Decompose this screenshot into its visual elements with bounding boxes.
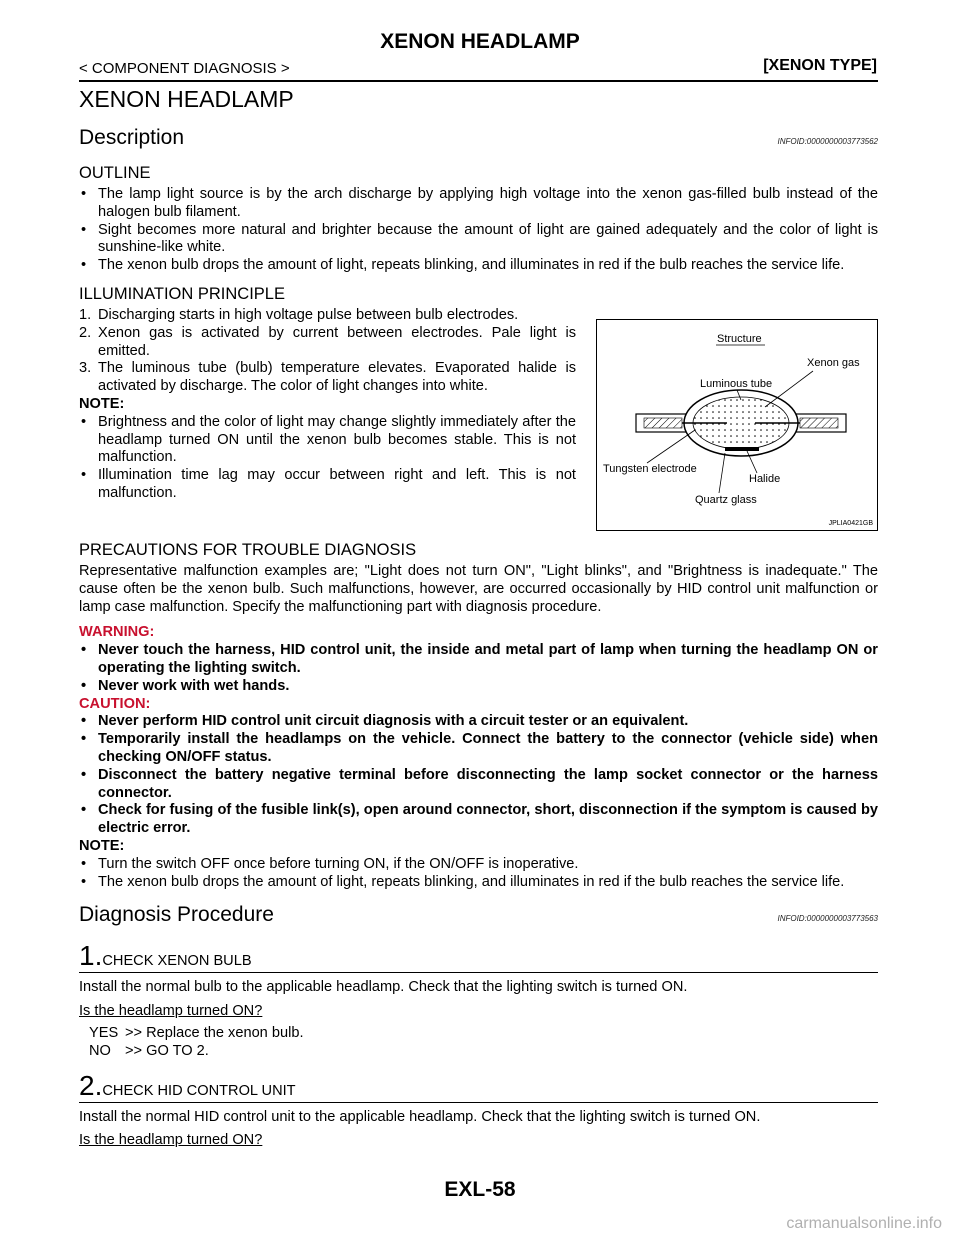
page-title: XENON HEADLAMP <box>79 86 294 112</box>
fig-xenon-gas-label: Xenon gas <box>807 356 860 369</box>
list-item: • Illumination time lag may occur between right and left. This is not malfunction. <box>79 467 576 503</box>
step-1-question: Is the headlamp turned ON? <box>79 1003 263 1020</box>
list-item: • Check for fusing of the fusible link(s), open around connector, short, disconnection if the symptom is caused by electric error. <box>79 802 878 838</box>
caution-label: CAUTION: <box>79 695 151 712</box>
page-number: EXL-58 <box>444 1178 516 1201</box>
list-item: • Temporarily install the headlamps on the vehicle. Connect the battery to the connector (vehicle side) when checking ON/OFF status. <box>79 731 878 767</box>
answer-no: NO >> GO TO 2. <box>89 1042 209 1059</box>
caution-list <box>79 713 878 838</box>
fig-halide-label: Halide <box>749 472 781 485</box>
fig-quartz-label: Quartz glass <box>695 493 757 506</box>
outline-heading: OUTLINE <box>79 164 151 182</box>
list-item: • Never perform HID control unit circuit diagnosis with a circuit tester or an equivalent. <box>79 713 878 731</box>
diagnosis-info-id: INFOID:0000000003773563 <box>777 914 878 924</box>
step-number: 1. <box>79 940 103 972</box>
list-item: • Disconnect the battery negative terminal before disconnecting the lamp socket connector or the harness connector. <box>79 767 878 803</box>
warning-list <box>79 642 878 695</box>
step-title: CHECK XENON BULB <box>102 953 252 970</box>
header-title: XENON HEADLAMP <box>380 30 580 53</box>
fig-luminous-tube-label: Luminous tube <box>700 377 773 390</box>
illumination-notes <box>79 414 576 503</box>
list-item: • Never touch the harness, HID control unit, the inside and metal part of lamp when turning the headlamp ON or operating the lighting switch. <box>79 642 878 678</box>
step-title: CHECK HID CONTROL UNIT <box>102 1082 296 1099</box>
list-item: 3. The luminous tube (bulb) temperature elevates. Evaporated halide is activated by discharge. The color of light changes into white. <box>79 360 576 395</box>
description-title: Description <box>79 126 185 149</box>
illumination-heading: ILLUMINATION PRINCIPLE <box>79 284 285 303</box>
bulb-diagram-svg <box>597 320 877 530</box>
description-section-header <box>79 122 878 154</box>
diagnosis-title: Diagnosis Procedure <box>79 903 274 927</box>
step-1-header <box>79 941 878 973</box>
xenon-bulb-structure-diagram <box>596 319 878 531</box>
note-label: NOTE: <box>79 395 125 412</box>
step-2-header <box>79 1071 878 1103</box>
list-item: 1. Discharging starts in high voltage pulse between bulb electrodes. <box>79 306 519 323</box>
step-2-text: Install the normal HID control unit to the applicable headlamp. Check that the lighting switch is turned ON. <box>79 1108 761 1125</box>
content <box>79 84 878 1150</box>
step-number: 2. <box>79 1069 103 1101</box>
header-breadcrumb: < COMPONENT DIAGNOSIS > <box>79 60 290 77</box>
list-item: • The xenon bulb drops the amount of light, repeats blinking, and illuminates in red if the bulb reaches the service life. <box>79 257 878 275</box>
note-label: NOTE: <box>79 837 125 854</box>
list-item: • Turn the switch OFF once before turning ON, if the ON/OFF is inoperative. <box>79 856 878 874</box>
diagnosis-section-header <box>79 899 878 931</box>
step-1-text: Install the normal bulb to the applicable headlamp. Check that the lighting switch is turned ON. <box>79 979 688 996</box>
illumination-block <box>79 307 878 531</box>
answer-yes: YES >> Replace the xenon bulb. <box>89 1024 304 1041</box>
list-item: • Sight becomes more natural and brighter because the amount of light are gained adequately and the color of light is sunshine-like white. <box>79 222 878 258</box>
fig-structure-label: Structure <box>717 332 762 345</box>
step-2-question: Is the headlamp turned ON? <box>79 1132 263 1149</box>
list-item: • Never work with wet hands. <box>79 678 878 696</box>
list-item: • Brightness and the color of light may change slightly immediately after the headlamp turned ON until the xenon bulb becomes stable. This is not malfunction. <box>79 414 576 467</box>
warning-label: WARNING: <box>79 624 155 641</box>
outline-list <box>79 186 878 275</box>
illumination-text <box>79 307 576 531</box>
header-type: [XENON TYPE] <box>763 57 877 74</box>
figure-code: JPLIA0421GB <box>828 519 873 527</box>
list-item: 2. Xenon gas is activated by current between electrodes. Pale light is emitted. <box>79 324 576 359</box>
precaution-notes <box>79 856 878 892</box>
illumination-steps <box>79 307 576 396</box>
watermark: carmanualsonline.info <box>786 1215 942 1232</box>
list-item: • The xenon bulb drops the amount of light, repeats blinking, and illuminates in red if the bulb reaches the service life. <box>79 874 878 892</box>
precautions-intro: Representative malfunction examples are; "Light does not turn ON", "Light blinks", and "Brightness is inadequate." The cause often be the xenon bulb. Such malfunctions, however, are occurred occasionally by HID control unit malfunction or lamp case malfunction. Specify the malfunctioning part with diagnosis procedure. <box>79 562 878 615</box>
step-1-answers <box>89 1025 878 1061</box>
description-info-id: INFOID:0000000003773562 <box>777 137 878 146</box>
fig-tungsten-label: Tungsten electrode <box>603 462 697 475</box>
precautions-heading: PRECAUTIONS FOR TROUBLE DIAGNOSIS <box>79 540 417 559</box>
list-item: • The lamp light source is by the arch discharge by applying high voltage into the xenon gas-filled bulb instead of the halogen bulb filament. <box>79 186 878 222</box>
header-divider <box>79 80 878 82</box>
